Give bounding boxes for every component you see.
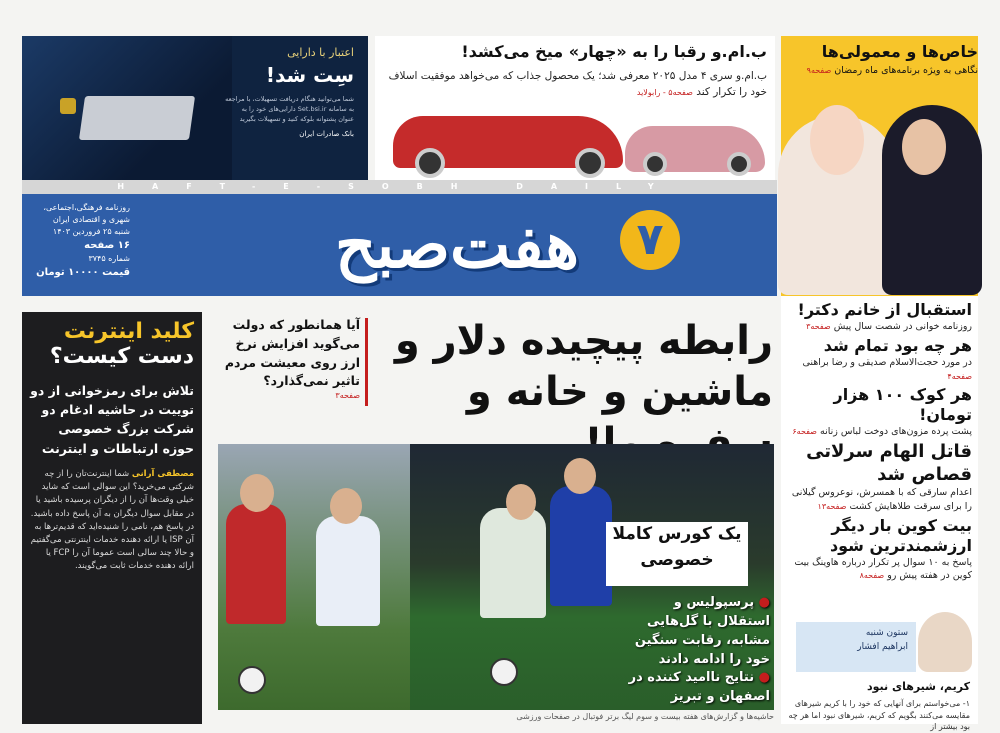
car-wheel-icon [415, 148, 445, 178]
bank-logo-icon [60, 98, 76, 114]
football-icon [238, 666, 266, 694]
blue-player-image [550, 486, 612, 606]
player-head [240, 474, 274, 512]
news-headline: بیت کوین بار دیگر ارزشمندترین شود [829, 515, 972, 555]
main-headline-line-2: ماشین و خانه و [466, 369, 773, 416]
ad-card-image [79, 96, 195, 140]
car-story[interactable] [375, 36, 775, 180]
seven-logo-icon: ۷ [620, 210, 680, 270]
masthead-info-line: روزنامه فرهنگی،اجتماعی، [43, 203, 130, 212]
news-item[interactable] [787, 516, 972, 584]
masthead-strip: HAFT-E-SOBH DAILY [22, 180, 777, 194]
quote-page-ref: صفحه۳ [335, 391, 360, 400]
news-summary: پشت پرده مزون‌های دوخت لباس زنانه [819, 426, 972, 438]
column-author: ابراهیم افشار [857, 642, 908, 652]
car-summary [387, 68, 767, 101]
news-item[interactable] [787, 300, 972, 334]
internet-subtitle: تلاش برای رمزخوانی از دو توییت در حاشیه ادغام دو شرکت بزرگ خصوصی حوزه ارتباطات و اینترنت [30, 382, 194, 456]
news-page-ref: صفحه۳ [806, 322, 831, 331]
news-headline: استقبال از خانم دکتر! [797, 300, 972, 319]
football-photo-left [218, 444, 410, 710]
red-player-image [226, 504, 286, 624]
player-head [564, 458, 596, 494]
column-title: کریم، شیرهای نبود [867, 680, 970, 693]
news-summary: در مورد حجت‌الاسلام صدیقی و رضا براهنی [802, 356, 972, 368]
ad-bank-name: بانک صادرات ایران [299, 130, 354, 139]
sports-bullet-text: پرسپولیس و استقلال با گل‌هایی مشابه، رقابت سنگین خود را ادامه دادند [634, 595, 770, 667]
masthead-pages: ۱۶ صفحه [84, 240, 130, 251]
masthead-info-line: شهری و اقتصادی ایران [52, 215, 130, 224]
presenter-right-face [902, 119, 946, 175]
masthead [22, 194, 777, 296]
special-title: خاص‌ها و معمولی‌ها [821, 42, 978, 61]
car-summary-text: ب.ام.و سری ۴ مدل ۲۰۲۵ معرفی شد؛ یک محصول جذاب که می‌خواهد موفقیت اسلاف خود را تکرار کند [388, 70, 767, 99]
news-headline: قاتل الهام سرلاتی قصاص شد [806, 441, 972, 485]
special-subtitle-text: نگاهی به ویژه برنامه‌های ماه رمضان [834, 65, 978, 76]
column-text: ۱- می‌خواستم برای آنهایی که خود را با کریم شیرهای مقایسه می‌کنند بگویم که کریم، شیرهای نبود اما هر چه بود بیشتر از [788, 699, 970, 732]
news-summary: روزنامه خوانی در شصت سال پیش [833, 321, 972, 332]
masthead-price: قیمت ۱۰۰۰۰ تومان [36, 267, 130, 278]
special-subtitle [791, 65, 978, 76]
news-page-ref: صفحه۱۳ [817, 501, 847, 511]
car-wheel-icon [643, 152, 667, 176]
masthead-issue: شماره ۳۷۴۵ [88, 254, 130, 263]
white-player-image [316, 516, 380, 626]
news-summary: پاسخ به ۱۰ سوال پر تکرار درباره هاوینگ بیت کوین در هفته پیش رو [794, 556, 972, 582]
sports-bullet: ● نتایج ناامید کننده در اصفهان و تبریز [628, 670, 770, 705]
currency-quote[interactable] [218, 316, 368, 426]
ad-title: سِت شد! [265, 63, 354, 87]
football-icon [490, 658, 518, 686]
sports-caption[interactable] [606, 522, 748, 586]
internet-byline: مصطفی آرانی [131, 469, 194, 480]
car-wheel-icon [727, 152, 751, 176]
green-player-image [480, 508, 546, 618]
car-page-ref: صفحه۵ - رابولاید [636, 88, 693, 98]
main-headline[interactable] [368, 316, 773, 436]
car-wheel-icon [575, 148, 605, 178]
quote-text: آیا همانطور که دولت می‌گوید افزایش نرخ ارز روی معیشت مردم تاثیر نمی‌گذارد؟ [224, 317, 360, 389]
special-story[interactable] [791, 42, 978, 94]
news-item[interactable] [787, 441, 972, 514]
sports-footer: حاشیه‌ها و گزارش‌های هفته بیست و سوم لیگ برتر فوتبال در صفحات ورزشی [516, 712, 774, 721]
ad-tagline: اعتبار با دارایی [287, 46, 354, 59]
news-page-ref: صفحه۸ [859, 571, 885, 581]
masthead-info [30, 202, 130, 280]
author-avatar [918, 612, 972, 672]
right-news-list [781, 296, 978, 608]
internet-body [30, 468, 194, 573]
car-headline: ب.ام.و رقبا را به «چهار» میخ می‌کشد! [461, 42, 767, 61]
sports-bullet: ● پرسپولیس و استقلال با گل‌هایی مشابه، رقابت سنگین خود را ادامه دادند [634, 595, 770, 667]
news-page-ref: صفحه۴ [947, 371, 972, 381]
presenter-left-face [810, 105, 864, 175]
news-item[interactable] [787, 385, 972, 439]
player-head [330, 488, 362, 524]
main-headline-line-1: رابطه پیچیده دلار و [394, 318, 773, 364]
internet-story[interactable] [22, 312, 202, 724]
presenters-photo [772, 95, 984, 295]
ad-body: شما می‌توانید هنگام دریافت تسهیلات، با مراجعه به سامانه Set.bsi.ir دارایی‌های خود را به عنوان پشتوانه بلوکه کنید و تسهیلات بگیرید [225, 95, 354, 123]
special-page-ref: صفحه۹ [806, 66, 832, 75]
player-head [506, 484, 536, 520]
internet-title-2: دست کیست؟ [49, 344, 194, 370]
news-item[interactable] [787, 336, 972, 384]
newspaper-logo: هفت‌صبح [335, 208, 579, 283]
news-headline: هر چه بود تمام شد [823, 335, 972, 355]
sports-bullets [620, 594, 770, 707]
sports-caption-text: یک کورس کاملا خصوصی [612, 524, 742, 570]
bank-advertisement [22, 36, 368, 180]
masthead-date: شنبه ۲۵ فروردین ۱۴۰۳ [52, 227, 130, 236]
news-headline: هر کوک ۱۰۰ هزار تومان! [833, 385, 972, 425]
news-summary: اعدام سارقی که با همسرش، نوعروس گیلانی را برای سرقت طلاهایش کشت [791, 487, 972, 512]
column-label: ستون شنبه [865, 628, 908, 638]
internet-body-text: شما اینترنت‌تان را از چه شرکتی می‌خرید؟ این سوالی است که شاید خیلی وقت‌ها آن را از دیگران پرسیده باشید یا در مقابل سوال دیگران به آن پاسخ داده باشید. در پاسخ هم، نامی را شنیده‌اید که قدیم‌ترها به آن ISP یا ارائه دهنده خدمات اینترنتی می‌گفتیم و حالا چند سالی است عموما آن را FCP یا ارائه دهنده خدمات ثابت می‌گویند. [30, 469, 194, 572]
saturday-column[interactable] [781, 608, 978, 732]
internet-title-1: کلید اینترنت [63, 319, 194, 344]
news-page-ref: صفحه۶ [792, 427, 817, 437]
sports-bullet-text: نتایج ناامید کننده در اصفهان و تبریز [628, 670, 770, 705]
